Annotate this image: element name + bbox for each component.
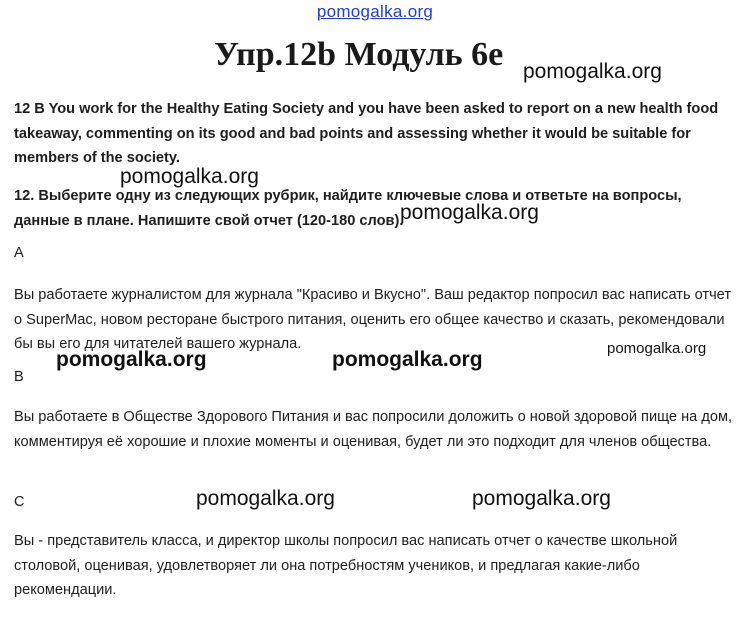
watermark: pomogalka.org xyxy=(56,348,207,371)
option-letter-b: B xyxy=(14,369,24,385)
watermark: pomogalka.org xyxy=(472,487,611,510)
task-english: 12 B You work for the Healthy Eating Society and you have been asked to report on a new health food takeaway, commenting on its good and bad points and assessing whether it would be suitable for members of the society. xyxy=(14,101,719,166)
watermark: pomogalka.org xyxy=(196,487,335,510)
option-text-b: Вы работаете в Обществе Здорового Питания и вас попросили доложить о новой здоровой пище на дом, комментируя её хорошие и плохие моменты и оценивая, будет ли это подходит для членов общества. xyxy=(14,409,733,450)
watermark: pomogalka.org xyxy=(523,60,662,83)
option-text-a: Вы работаете журналистом для журнала "Красиво и Вкусно". Ваш редактор попросил вас написать отчет о SuperMac, новом ресторане быстрого питания, оценить его общее качество и сказать, рекомендовали бы вы его для читателей вашего журнала. xyxy=(14,287,732,352)
option-letter-c: C xyxy=(14,494,25,510)
watermark: pomogalka.org xyxy=(400,201,539,224)
page-title: Упр.12b Модуль 6e xyxy=(214,36,504,73)
site-link[interactable]: pomogalka.org xyxy=(316,2,434,21)
watermark: pomogalka.org xyxy=(332,348,483,371)
watermark: pomogalka.org xyxy=(607,340,707,357)
option-text-c: Вы - представитель класса, и директор школы попросил вас написать отчет о качестве школьной столовой, оценивая, удовлетворяет ли она потребностям учеников, и предлагая какие-либо рекомендации. xyxy=(14,533,678,598)
option-letter-a: A xyxy=(14,245,24,261)
task-russian: 12. Выберите одну из следующих рубрик, найдите ключевые слова и ответьте на вопросы, данные в плане. Напишите свой отчет (120-180 слов). xyxy=(14,188,682,229)
watermark: pomogalka.org xyxy=(120,165,259,188)
